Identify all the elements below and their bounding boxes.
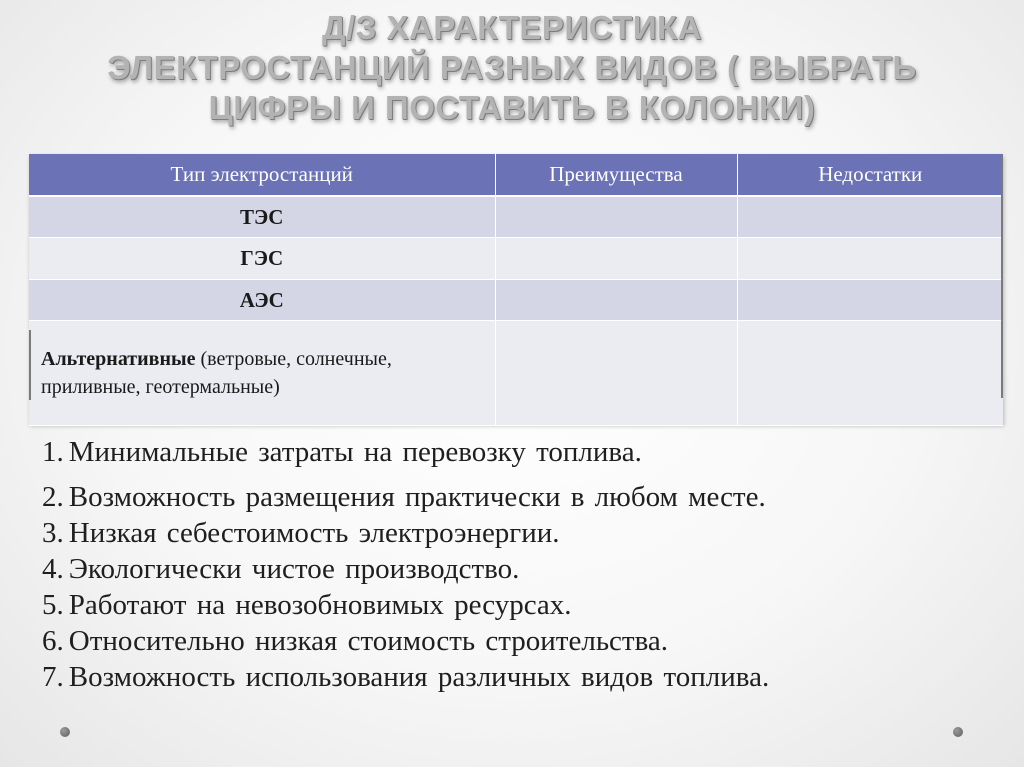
table-header-row [29, 154, 1003, 196]
disadvantages-cell[interactable] [737, 196, 1003, 238]
table-right-accent-line [1001, 154, 1003, 398]
table-left-accent-line [29, 330, 31, 400]
list-item [42, 625, 1002, 658]
list-item [42, 517, 1002, 550]
item-number: 1. [42, 436, 64, 468]
disadvantages-cell[interactable] [737, 321, 1003, 426]
plant-type-cell-alternative [29, 321, 495, 426]
list-item [42, 589, 1002, 622]
list-item [42, 661, 1002, 694]
list-item [42, 436, 1002, 469]
disadvantages-cell[interactable] [737, 280, 1003, 321]
power-plants-table [29, 154, 1003, 426]
advantages-cell[interactable] [495, 196, 737, 238]
item-text: Возможность использования различных видов топлива. [68, 661, 770, 693]
title-line: ЭЛЕКТРОСТАНЦИЙ РАЗНЫХ ВИДОВ ( ВЫБРАТЬ [107, 49, 917, 86]
table-row [29, 280, 1003, 321]
item-text: Низкая себестоимость электроэнергии. [68, 517, 560, 549]
title-line: Д/З ХАРАКТЕРИСТИКА [321, 9, 703, 46]
header-advantages: Преимущества [495, 154, 737, 196]
slide-title [0, 8, 1024, 128]
table-row [29, 196, 1003, 238]
title-line: ЦИФРЫ И ПОСТАВИТЬ В КОЛОНКИ) [208, 89, 816, 126]
disadvantages-cell[interactable] [737, 238, 1003, 280]
alternative-note: (ветровые, солнечные, приливные, геотермальные) [41, 348, 392, 398]
plant-type-cell: ТЭС [29, 196, 495, 238]
item-number: 5. [42, 589, 64, 621]
list-item [42, 481, 1002, 514]
item-number: 2. [42, 481, 64, 513]
characteristics-list [42, 436, 1002, 694]
item-text: Относительно низкая стоимость строительства. [68, 625, 669, 657]
header-disadvantages: Недостатки [737, 154, 1003, 196]
item-number: 7. [42, 661, 64, 693]
item-number: 3. [42, 517, 64, 549]
item-number: 4. [42, 553, 64, 585]
table-row [29, 238, 1003, 280]
plant-type-cell: ГЭС [29, 238, 495, 280]
decorative-dot-right [953, 727, 963, 737]
advantages-cell[interactable] [495, 321, 737, 426]
list-item [42, 553, 1002, 586]
decorative-dot-left [60, 727, 70, 737]
item-text: Возможность размещения практически в любом месте. [68, 481, 766, 513]
power-plants-table-wrap [29, 154, 1003, 424]
alternative-label: Альтернативные [41, 348, 196, 370]
item-number: 6. [42, 625, 64, 657]
advantages-cell[interactable] [495, 238, 737, 280]
table-row [29, 321, 1003, 426]
item-text: Работают на невозобновимых ресурсах. [68, 589, 572, 621]
item-text: Минимальные затраты на перевозку топлива. [68, 436, 642, 468]
item-text: Экологически чистое производство. [68, 553, 520, 585]
header-plant-type: Тип электростанций [29, 154, 495, 196]
plant-type-cell: АЭС [29, 280, 495, 321]
advantages-cell[interactable] [495, 280, 737, 321]
